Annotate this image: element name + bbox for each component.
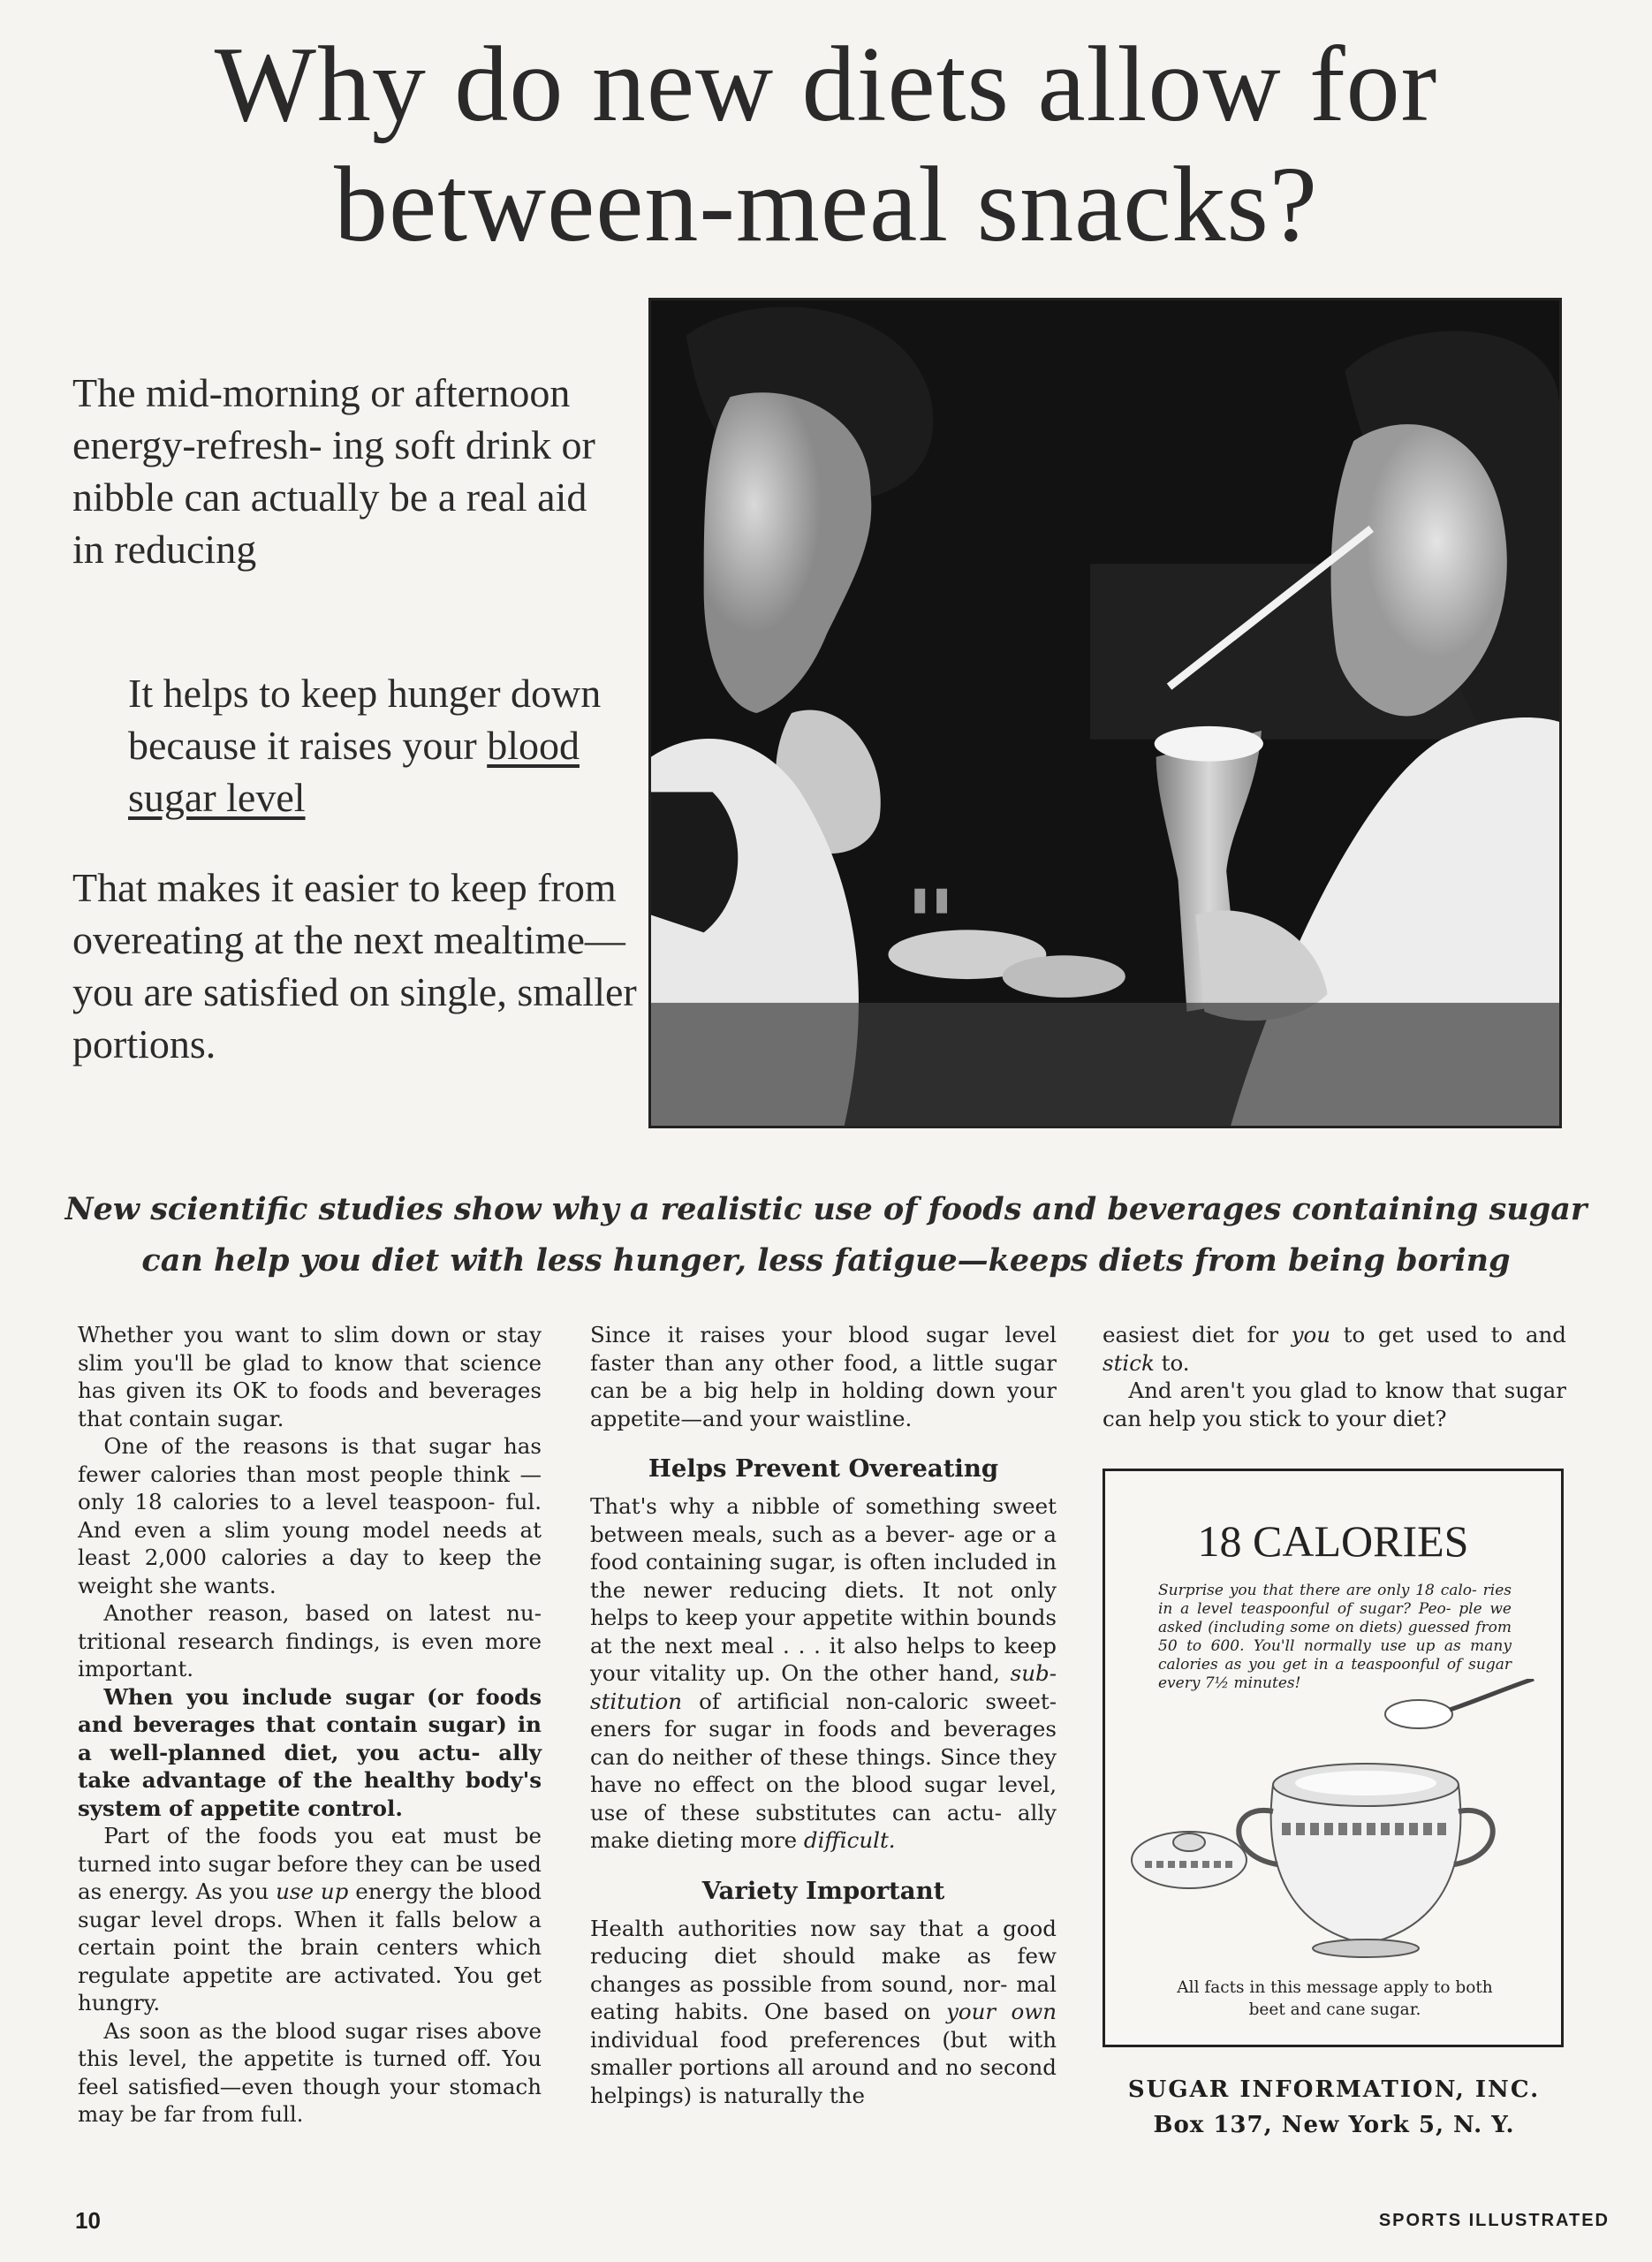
emphasis: you	[1291, 1322, 1331, 1347]
sugar-bowl-icon	[1123, 1679, 1547, 1970]
text-run: to get used to and	[1330, 1322, 1566, 1347]
text-run: Health authorities now say that a good reducing diet should make as few changes as possible from sound, nor- mal eating habits. One based on	[590, 1915, 1057, 2024]
text-run: to.	[1154, 1349, 1190, 1376]
section-heading-overeating: Helps Prevent Overeating	[648, 1454, 999, 1483]
text-run: That's why a nibble of something sweet between meals, such as a bever- age or a food containing sugar, is often included in the newer reducing diets. It not only helps to keep your appetite within bounds at the next meal . . . it also helps to keep your vitality up. On the other hand,	[590, 1493, 1057, 1686]
col1-paragraph: One of the reasons is that sugar has fewer calories than most people think —only 18 calories to a level teaspoon- ful. And even a slim young model needs at least 2,000 calories a day to keep the weight she wants.	[78, 1433, 542, 1598]
text-run: easiest diet for	[1103, 1322, 1292, 1347]
emphasis: stick	[1103, 1349, 1155, 1376]
page-number: 10	[75, 2207, 101, 2234]
calorie-box-footer: All facts in this message apply to both beet and cane sugar.	[1177, 1978, 1493, 2019]
intro-paragraph-3: That makes it easier to keep from overeating at the next mealtime—you are satisfied on single, smaller portions.	[72, 865, 637, 1066]
col2-paragraph	[590, 1492, 1057, 1855]
magazine-name: SPORTS ILLUSTRATED	[1378, 2211, 1610, 2230]
headline	[0, 25, 1652, 265]
intro-paragraph-2	[128, 667, 632, 824]
text-run: individual food preferences (but with smaller portions all around and no second helpings) is naturally the	[590, 2026, 1057, 2108]
col1-bold-paragraph: When you include sugar (or foods and beverages that contain sugar) in a well-planned diet, you actu- ally take advantage of the healthy body's system of appetite control.	[78, 1683, 542, 1821]
calorie-box-text: Surprise you that there are only 18 calo- ries in a level teaspoonful of sugar? Peo- ple we asked (including some on diets) guessed from 50 to 600. You'll normally use up as many calories as you get in a teaspoonful of sugar every 7½ minutes!	[1158, 1582, 1512, 1692]
intro-paragraph-1: The mid-morning or afternoon energy-refresh- ing soft drink or nibble can actually be a real aid in reducing	[72, 370, 595, 572]
subheadline-line-1: New scientific studies show why a realistic use of foods and beverages containing sugar	[64, 1191, 1588, 1227]
section-heading-variety: Variety Important	[701, 1876, 945, 1905]
subheadline	[53, 1184, 1599, 1287]
headline-line-1: Why do new diets allow for	[214, 25, 1438, 144]
emphasis: use up	[276, 1879, 349, 1904]
company-name: SUGAR INFORMATION, INC.	[1127, 2076, 1541, 2103]
text-run: Part of the foods you eat must be turned into sugar before they can be used as energy. As you	[78, 1823, 542, 1904]
col3-paragraph: And aren't you glad to know that sugar can help you stick to your diet?	[1103, 1378, 1566, 1431]
intro-p2-underlined: blood sugar level	[128, 723, 580, 820]
body-column-2	[590, 1321, 1057, 2109]
calorie-box-title: 18 CALORIES	[1197, 1516, 1469, 1566]
body-column-1	[78, 1321, 542, 2129]
emphasis: your own	[946, 1999, 1057, 2024]
intro-p2-text: It helps to keep hunger down because it raises your	[128, 671, 602, 768]
subheadline-line-2: can help you diet with less hunger, less fatigue—keeps diets from being boring	[141, 1242, 1511, 1279]
emphasis: sub- stitution	[590, 1660, 1057, 1714]
company-address: Box 137, New York 5, N. Y.	[1153, 2112, 1515, 2138]
col1-paragraph: Another reason, based on latest nu- tritional research findings, is even more important.	[78, 1600, 542, 1681]
col1-paragraph: Whether you want to slim down or stay slim you'll be glad to know that science has given its OK to foods and beverages that contain sugar.	[78, 1322, 542, 1431]
col3-paragraph	[1103, 1321, 1566, 1377]
col2-paragraph: Since it raises your blood sugar level faster than any other food, a little sugar can be a big help in holding down your appetite—and your waistline.	[590, 1322, 1057, 1431]
photo-illustration	[651, 300, 1559, 1126]
col2-paragraph	[590, 1915, 1057, 2110]
emphasis: difficult.	[803, 1827, 896, 1853]
text-run: energy the blood sugar level drops. When it falls below a certain point the brain centers which regulate appetite are activated. You get hungry.	[78, 1879, 542, 2015]
col1-paragraph: As soon as the blood sugar rises above this level, the appetite is turned off. You feel satisfied—even though your stomach may be far from full.	[78, 2017, 542, 2127]
photo-two-women-sharing-drink	[648, 298, 1562, 1128]
col1-paragraph	[78, 1822, 542, 2017]
body-column-3	[1103, 1321, 1566, 1432]
calorie-info-box	[1103, 1469, 1564, 2047]
headline-line-2: between-meal snacks?	[333, 145, 1319, 264]
text-run: of artificial non-caloric sweet- eners for sugar in foods and beverages can do neither of these things. Since they have no effect on the blood sugar level, use of these substitutes can actu- ally make dieting more	[590, 1688, 1057, 1853]
